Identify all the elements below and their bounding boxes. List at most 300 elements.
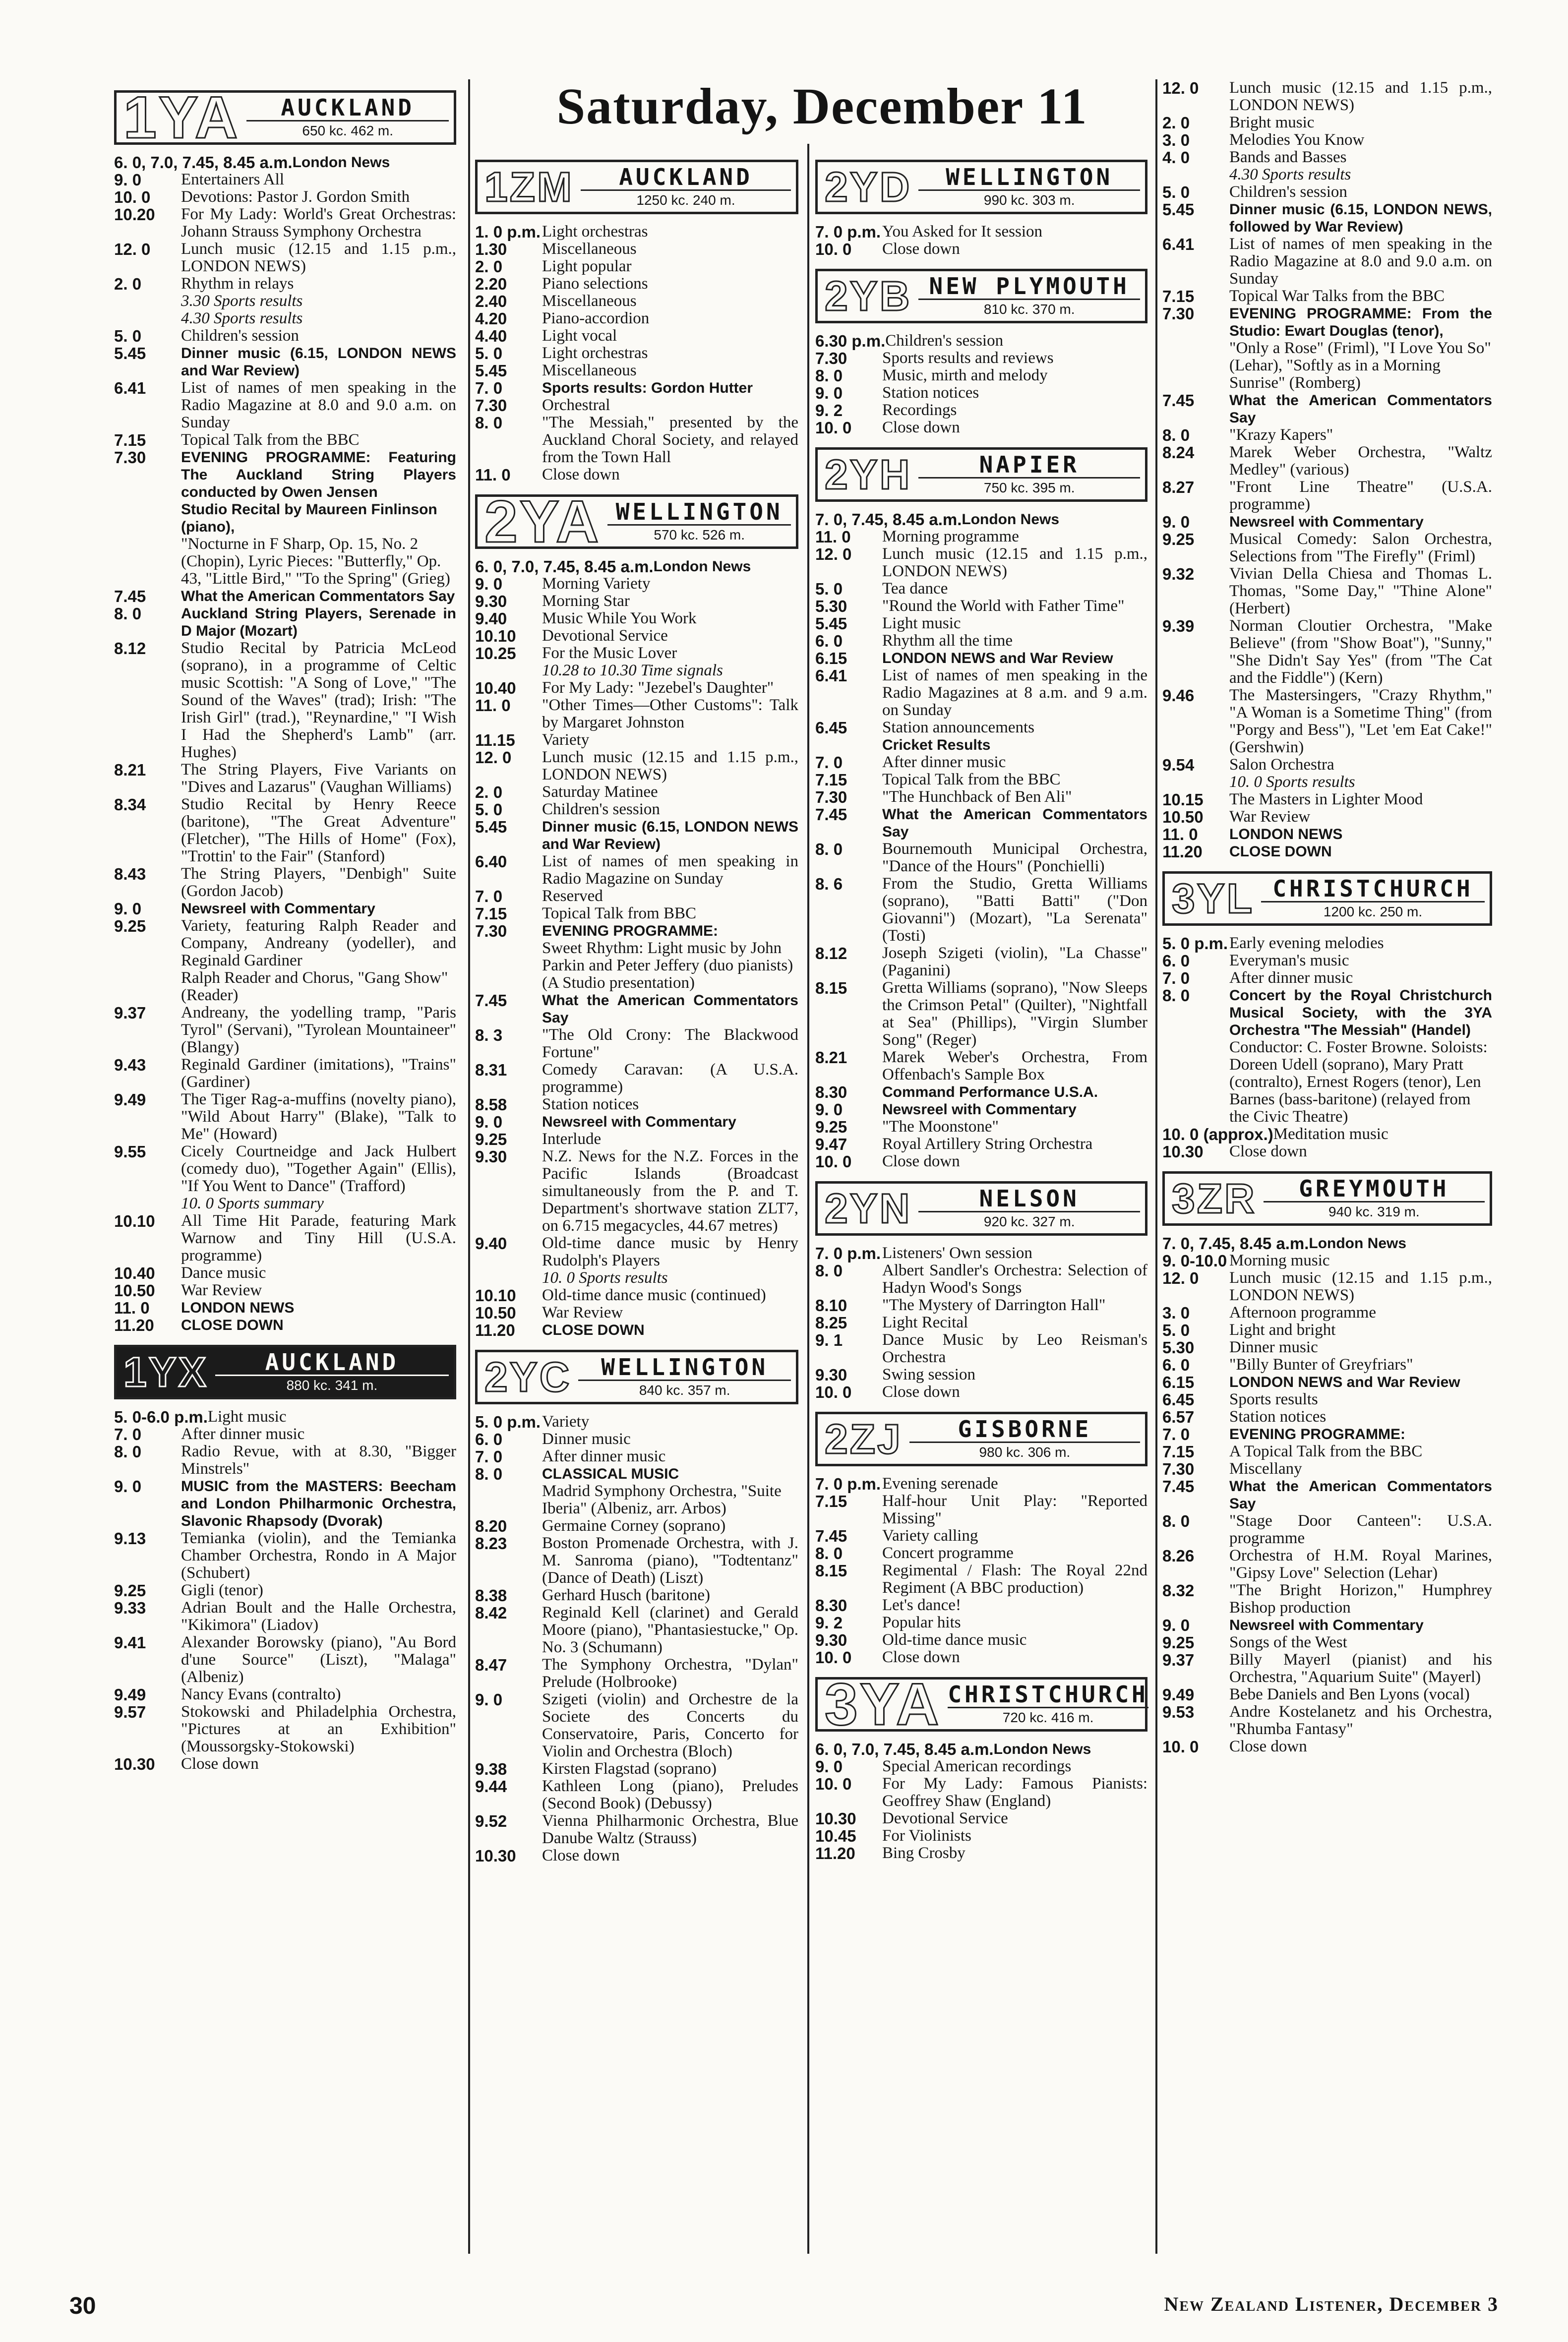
programme-note: 10. 0 Sports results <box>542 1269 668 1287</box>
programme-time: 6. 0 <box>815 632 843 650</box>
programme-item <box>475 275 798 293</box>
programme-title: Orchestral <box>542 396 610 414</box>
programme-title: Concert by the Royal Christchurch Musical Society, with the 3YA Orchestra "The Messiah" (Handel) <box>1229 987 1492 1038</box>
programme-title: The Mastersingers, "Crazy Rhythm," "A Woman is a Sometime Thing" (from "Porgy and Bess"), "Let 'em Eat Cake!" (Gershwin) <box>1229 686 1492 756</box>
programme-time: 9.37 <box>1162 1651 1195 1669</box>
programme-title: The Tiger Rag-a-muffins (novelty piano), "Wild About Harry" (Blake), "Talk to Me" (Howard) <box>181 1090 456 1143</box>
programme-item <box>1162 1391 1492 1408</box>
programme-item <box>114 240 456 275</box>
programme-item <box>475 1287 798 1304</box>
programme-time: 12. 0 <box>475 748 512 767</box>
station-section <box>815 1181 1147 1401</box>
station-callsign: 2YA <box>484 488 601 555</box>
programme-time: 9. 0 <box>475 1113 503 1131</box>
programme-item <box>815 545 1147 580</box>
programme-time: 12. 0 <box>1162 1269 1199 1287</box>
programme-time: 10. 0 <box>815 1775 852 1793</box>
programme-time: 12. 0 <box>815 545 852 563</box>
programme-item <box>114 154 456 171</box>
programme-title: Sports results <box>1229 1390 1318 1408</box>
programme-title: For My Lady: World's Great Orchestras: Johann Strauss Symphony Orchestra <box>181 205 456 240</box>
programme-time: 7. 0 p.m. <box>815 1475 881 1493</box>
programme-item <box>1162 149 1492 166</box>
programme-time: 9. 0-10.0 <box>1162 1252 1227 1270</box>
programme-time: 5. 0 <box>1162 183 1190 201</box>
programme-time: 11.15 <box>475 731 515 749</box>
programme-title: Close down <box>882 240 960 258</box>
programme-title: For the Music Lover <box>542 644 677 662</box>
programme-time: 5.45 <box>114 344 146 362</box>
programme-title: Light vocal <box>542 327 617 345</box>
programme-note: 10. 0 Sports results <box>1229 773 1355 791</box>
programme-title: Morning music <box>1229 1252 1330 1269</box>
programme-item <box>114 640 456 761</box>
programme-item <box>475 240 798 258</box>
programme-item <box>815 667 1147 719</box>
programme-title: Close down <box>181 1755 259 1773</box>
station-callsign: 3ZR <box>1172 1175 1257 1222</box>
programme-item <box>475 1465 798 1483</box>
programme-item <box>815 1331 1147 1366</box>
programme-item <box>815 384 1147 402</box>
programme-title: Evening serenade <box>882 1475 998 1493</box>
programme-item <box>475 1448 798 1465</box>
station-section <box>1162 871 1492 1160</box>
programme-time: 8. 0 <box>475 414 503 432</box>
programme-title: Music While You Work <box>542 609 697 627</box>
station-header <box>475 1350 798 1404</box>
programme-time: 10. 0 (approx.) <box>1162 1125 1273 1143</box>
programme-item <box>1162 1443 1492 1460</box>
programme-item <box>114 1443 456 1478</box>
programme-item <box>475 992 798 1026</box>
station-header <box>114 1345 456 1399</box>
station-frequency: 570 kc. 526 m. <box>654 527 745 542</box>
programme-item <box>815 754 1147 771</box>
programme-item <box>1162 617 1492 687</box>
programme-time: 9.44 <box>475 1777 507 1796</box>
programme-item <box>475 1304 798 1321</box>
programme-title: Comedy Caravan: (A U.S.A. programme) <box>542 1061 798 1096</box>
programme-title: Temianka (violin), and the Temianka Chamber Orchestra, Rondo in A Major (Schubert) <box>181 1529 456 1582</box>
programme-time: 11. 0 <box>1162 825 1198 843</box>
programme-item <box>815 1597 1147 1614</box>
programme-title: Miscellaneous <box>542 292 637 310</box>
programme-title: Sports results and reviews <box>882 349 1054 367</box>
programme-title: Salon Orchestra <box>1229 756 1334 774</box>
programme-time: 8.31 <box>475 1061 507 1079</box>
programme-title: Let's dance! <box>882 1596 961 1614</box>
programme-title: The Symphony Orchestra, "Dylan" Prelude (Holbrooke) <box>542 1656 798 1691</box>
programme-time: 9.33 <box>114 1599 146 1617</box>
programme-title: Newsreel with Commentary <box>882 1101 1077 1118</box>
programme-time: 12. 0 <box>1162 79 1199 97</box>
programme-time: 7. 0 <box>475 887 503 905</box>
programme-item <box>475 1413 798 1431</box>
programme-item <box>815 332 1147 350</box>
programme-item <box>114 188 456 206</box>
programme-item <box>1162 1738 1492 1755</box>
station-header <box>114 84 456 151</box>
programme-title: Morning Variety <box>542 575 651 593</box>
programme-time: 7.15 <box>1162 1442 1195 1461</box>
programme-time: 2. 0 <box>114 275 142 293</box>
programme-item <box>475 293 798 310</box>
programme-note: Madrid Symphony Orchestra, "Suite Iberia" (Albeniz, arr. Arbos) <box>542 1482 782 1517</box>
programme-title: Saturday Matinee <box>542 783 658 801</box>
programme-title: Songs of the West <box>1229 1633 1347 1651</box>
programme-title: Topical War Talks from the BBC <box>1229 287 1445 305</box>
programme-title: Morning programme <box>882 528 1019 545</box>
programme-title: List of names of men speaking in the Radio Magazine at 8.0 and 9.0 a.m. on Sunday <box>181 379 456 431</box>
programme-title: Devotions: Pastor J. Gordon Smith <box>181 188 410 206</box>
programme-title: The String Players, Five Variants on "Dives and Lazarus" (Vaughan Williams) <box>181 761 456 796</box>
station-city: WELLINGTON <box>607 499 791 526</box>
programme-title: "The Old Crony: The Blackwood Fortune" <box>542 1026 798 1061</box>
station-frequency: 920 kc. 327 m. <box>983 1213 1075 1229</box>
programme-item <box>114 1634 456 1686</box>
programme-time: 3. 0 <box>1162 1304 1190 1322</box>
programme-title: Light and bright <box>1229 1321 1336 1339</box>
programme-time: 5.45 <box>475 818 507 836</box>
programme-item <box>475 362 798 379</box>
column-2 <box>475 149 798 1864</box>
programme-time: 9.13 <box>114 1529 146 1548</box>
programme-item <box>114 171 456 188</box>
programme-item <box>1162 826 1492 843</box>
programme-title: Cicely Courtneidge and Jack Hulbert (comedy duo), "Together Again" (Ellis), "If You Went to Dance" (Trafford) <box>181 1142 456 1195</box>
programme-time: 7.30 <box>475 922 507 940</box>
programme-item <box>475 749 798 783</box>
programme-item <box>815 598 1147 615</box>
programme-title: CLOSE DOWN <box>1229 843 1332 860</box>
station-city: GREYMOUTH <box>1264 1176 1485 1202</box>
programme-item <box>114 917 456 969</box>
programme-time: 9. 0 <box>815 1100 843 1119</box>
programme-time: 9.54 <box>1162 756 1195 774</box>
programme-item <box>475 1656 798 1691</box>
programme-title: Alexander Borowsky (piano), "Au Bord d'une Source" (Liszt), "Malaga" (Albeniz) <box>181 1633 456 1686</box>
programme-item <box>815 1631 1147 1649</box>
station-info <box>1261 874 1490 923</box>
programme-time: 7.45 <box>475 991 507 1010</box>
programme-title: Station notices <box>882 384 979 402</box>
programme-item <box>114 449 456 501</box>
programme-title: You Asked for It session <box>882 223 1043 240</box>
programme-time: 7.45 <box>1162 391 1195 410</box>
programme-time: 10.10 <box>114 1212 155 1230</box>
programme-note: 4.30 Sports results <box>1229 166 1351 183</box>
programme-time: 8. 0 <box>1162 426 1190 444</box>
programme-time: 2. 0 <box>1162 114 1190 132</box>
programme-note: "Nocturne in F Sharp, Op. 15, No. 2 (Chopin), Lyric Pieces: "Butterfly," Op. 43, "Little Bird," "To the Spring" (Grieg) <box>181 535 450 588</box>
station-section <box>815 1671 1148 1862</box>
programme-item <box>815 1614 1147 1631</box>
programme-title: Andre Kostelanetz and his Orchestra, "Rhumba Fantasy" <box>1229 1703 1492 1738</box>
programme-title: Lunch music (12.15 and 1.15 p.m., LONDON NEWS) <box>882 545 1147 580</box>
programme-time: 10. 0 <box>815 419 852 437</box>
programme-title: Newsreel with Commentary <box>1229 1617 1424 1633</box>
programme-time: 10.20 <box>114 205 155 224</box>
programme-time: 8. 0 <box>475 1465 503 1483</box>
programme-title: London News <box>962 511 1060 528</box>
programme-title: "Billy Bunter of Greyfriars" <box>1229 1356 1413 1374</box>
station-frequency: 650 kc. 462 m. <box>302 122 394 138</box>
programme-item <box>815 771 1147 788</box>
station-callsign: 2YC <box>484 1354 572 1400</box>
programme-item <box>475 1604 798 1656</box>
programme-item <box>475 310 798 327</box>
programme-time: 7.30 <box>815 788 847 806</box>
programme-title: Vivian Della Chiesa and Thomas L. Thomas, "Some Day," "Thine Alone" (Herbert) <box>1229 565 1492 617</box>
programme-title: A Topical Talk from the BBC <box>1229 1442 1423 1460</box>
programme-title: Regimental / Flash: The Royal 22nd Regiment (A BBC production) <box>882 1561 1147 1597</box>
programme-time: 7.45 <box>815 1527 847 1545</box>
programme-item <box>114 431 456 449</box>
programme-item <box>815 841 1147 875</box>
programme-item <box>1162 565 1492 617</box>
programme-time: 9. 1 <box>815 1331 843 1349</box>
programme-item <box>114 1478 456 1530</box>
programme-item <box>114 327 456 345</box>
programme-time: 6.41 <box>1162 235 1195 253</box>
programme-item <box>114 1317 456 1334</box>
programme-time: 10. 0 <box>815 1383 852 1401</box>
programme-item <box>1162 1617 1492 1634</box>
programme-item <box>1162 1321 1492 1339</box>
programme-item <box>1162 843 1492 860</box>
programme-time: 5. 0 p.m. <box>475 1413 541 1431</box>
programme-title: Newsreel with Commentary <box>542 1114 736 1130</box>
programme-time: 9.40 <box>475 1234 507 1253</box>
programme-item <box>815 1775 1147 1810</box>
programme-title: Close down <box>882 1648 960 1666</box>
programme-item <box>475 627 798 645</box>
programme-title: London News <box>1309 1235 1407 1252</box>
station-section <box>815 1412 1147 1666</box>
programme-item <box>1162 392 1492 426</box>
station-info <box>918 162 1145 212</box>
programme-time: 9.57 <box>114 1703 146 1721</box>
programme-time: 9.38 <box>475 1760 507 1778</box>
programme-time: 6. 0 <box>475 1430 503 1448</box>
programme-time: 7.15 <box>815 771 847 789</box>
programme-time: 5. 0 <box>114 327 142 345</box>
programme-time: 2. 0 <box>475 257 503 276</box>
programme-title: Miscellany <box>1229 1460 1302 1478</box>
programme-title: Station notices <box>1229 1408 1327 1426</box>
programme-time: 6.45 <box>1162 1390 1195 1409</box>
programme-title: CLOSE DOWN <box>542 1322 645 1338</box>
programme-item <box>114 1755 456 1773</box>
programme-title: Miscellaneous <box>542 361 637 379</box>
programme-time: 9.25 <box>114 1581 146 1600</box>
station-info <box>909 1414 1145 1464</box>
programme-title: "The Mystery of Darrington Hall" <box>882 1296 1106 1314</box>
station-frequency: 810 kc. 370 m. <box>983 301 1075 317</box>
programme-title: Close down <box>1229 1142 1307 1160</box>
station-city: CHRISTCHURCH <box>948 1681 1148 1708</box>
programme-item <box>1162 201 1492 236</box>
programme-title: For My Lady: "Jezebel's Daughter" <box>542 679 774 697</box>
programme-title: Concert programme <box>882 1544 1014 1562</box>
programme-time: 10. 0 <box>815 1152 852 1171</box>
programme-title: LONDON NEWS <box>1229 826 1343 842</box>
programme-time: 7.30 <box>1162 1460 1195 1478</box>
programme-item <box>1162 183 1492 201</box>
programme-time: 7.15 <box>1162 287 1195 305</box>
programme-item <box>1162 1547 1492 1582</box>
programme-item <box>1162 236 1492 288</box>
programme-title: After dinner music <box>1229 969 1353 987</box>
programme-item <box>815 1118 1147 1136</box>
programme-item <box>475 558 798 575</box>
programme-time: 7.30 <box>475 396 507 415</box>
programme-item <box>815 580 1147 598</box>
programme-item <box>1162 1582 1492 1617</box>
programme-item <box>1162 1252 1492 1269</box>
programme-time: 9.30 <box>475 1147 507 1166</box>
programme-time: 10. 0 <box>114 188 151 206</box>
programme-item <box>1162 969 1492 987</box>
programme-title: Lunch music (12.15 and 1.15 p.m., LONDON NEWS) <box>1229 1269 1492 1304</box>
programme-item <box>1162 305 1492 340</box>
programme-time: 5.30 <box>815 597 847 615</box>
programme-time: 9.55 <box>114 1142 146 1161</box>
programme-title: EVENING PROGRAMME: <box>542 923 719 939</box>
programme-title: Piano selections <box>542 275 648 293</box>
programme-time: 6.15 <box>1162 1373 1195 1391</box>
programme-item <box>815 367 1147 384</box>
programme-item <box>815 1758 1147 1775</box>
programme-time: 9.49 <box>114 1090 146 1109</box>
programme-title: Lunch music (12.15 and 1.15 p.m., LONDON NEWS) <box>1229 79 1492 114</box>
programme-time: 7.15 <box>815 1492 847 1510</box>
programme-item <box>114 1530 456 1582</box>
programme-item <box>1162 1426 1492 1443</box>
programme-title: Gigli (tenor) <box>181 1581 263 1599</box>
programme-item <box>815 806 1147 841</box>
programme-item <box>815 1297 1147 1314</box>
programme-time: 10.30 <box>114 1755 155 1773</box>
programme-title: Swing session <box>882 1366 975 1383</box>
programme-title: EVENING PROGRAMME: Featuring The Auckland String Players conducted by Owen Jensen <box>181 449 456 500</box>
programme-time: 11. 0 <box>475 466 511 484</box>
programme-title: Dinner music (6.15, LONDON NEWS and War Review) <box>181 345 456 379</box>
programme-time: 10. 0 <box>815 1648 852 1667</box>
programme-item <box>1162 1356 1492 1374</box>
programme-item <box>114 379 456 431</box>
programme-item <box>815 1527 1147 1545</box>
programme-item <box>475 223 798 240</box>
station-section <box>815 160 1147 258</box>
programme-item <box>1162 479 1492 513</box>
programme-title: Variety <box>542 731 590 749</box>
programme-time: 8.15 <box>815 979 847 997</box>
programme-time: 6. 0, 7.0, 7.45, 8.45 a.m. <box>475 557 654 576</box>
programme-time: 8. 0 <box>114 604 142 623</box>
programme-title: LONDON NEWS and War Review <box>1229 1374 1460 1390</box>
programme-title: What the American Commentators Say <box>882 806 1147 840</box>
programme-item <box>114 1091 456 1143</box>
programme-time: 8. 0 <box>1162 1512 1190 1530</box>
programme-title: Royal Artillery String Orchestra <box>882 1135 1093 1153</box>
programme-item <box>1162 791 1492 808</box>
programme-time: 4. 0 <box>1162 148 1190 167</box>
programme-item <box>475 1148 798 1235</box>
programme-title: Light music <box>207 1408 287 1426</box>
station-frequency: 880 kc. 341 m. <box>286 1377 378 1393</box>
programme-time: 9.39 <box>1162 617 1195 635</box>
programme-item <box>475 731 798 749</box>
programme-time: 8.23 <box>475 1534 507 1553</box>
station-header <box>815 160 1147 214</box>
programme-time: 11.20 <box>1162 842 1203 861</box>
programme-time: 8.30 <box>815 1083 847 1101</box>
programme-item <box>114 1703 456 1755</box>
programme-item <box>815 1049 1147 1083</box>
programme-title: Gerhard Husch (baritone) <box>542 1586 711 1604</box>
programme-item <box>475 466 798 483</box>
programme-item <box>475 697 798 731</box>
programme-item <box>1162 1143 1492 1160</box>
programme-time: 9.30 <box>815 1366 847 1384</box>
programme-title: MUSIC from the MASTERS: Beecham and London Philharmonic Orchestra, Slavonic Rhapsody (Dvorak) <box>181 1478 456 1529</box>
programme-item <box>815 1153 1147 1170</box>
programme-item <box>815 945 1147 979</box>
programme-time: 9.25 <box>1162 530 1195 548</box>
programme-item <box>475 345 798 362</box>
station-header <box>815 1181 1147 1236</box>
programme-item <box>1162 1235 1492 1252</box>
programme-time: 1. 0 p.m. <box>475 223 541 241</box>
programme-item <box>475 1812 798 1847</box>
programme-item <box>475 905 798 922</box>
programme-title: Close down <box>542 1847 620 1864</box>
programme-item <box>1162 1374 1492 1391</box>
programme-time: 9.46 <box>1162 686 1195 705</box>
programme-item <box>1162 288 1492 305</box>
programme-time: 8.47 <box>475 1656 507 1674</box>
programme-title: Variety calling <box>882 1527 978 1545</box>
programme-item <box>475 1517 798 1535</box>
programme-title: Piano-accordion <box>542 309 650 327</box>
programme-title: Bands and Basses <box>1229 148 1347 166</box>
programme-time: 9.43 <box>114 1056 146 1074</box>
programme-title: London News <box>292 154 390 171</box>
programme-time: 7. 0 <box>1162 969 1190 987</box>
programme-time: 9. 0 <box>114 900 142 918</box>
programme-item <box>815 1545 1147 1562</box>
programme-item <box>114 1212 456 1264</box>
programme-title: Morning Star <box>542 592 630 610</box>
programme-title: CLOSE DOWN <box>181 1317 284 1333</box>
station-callsign: 1YX <box>123 1349 208 1395</box>
programme-time: 7.30 <box>1162 304 1195 323</box>
station-header <box>815 1412 1147 1466</box>
programme-title: List of names of men speaking in Radio Magazine on Sunday <box>542 852 798 888</box>
programme-time: 4.20 <box>475 309 507 328</box>
programme-time: 10.10 <box>475 1286 516 1305</box>
station-callsign: 1ZM <box>484 164 574 210</box>
station-city: WELLINGTON <box>578 1355 791 1381</box>
programme-title: Bournemouth Municipal Orchestra, "Dance of the Hours" (Ponchielli) <box>882 840 1147 875</box>
station-city: GISBORNE <box>909 1417 1140 1443</box>
programme-time: 11.20 <box>114 1316 154 1334</box>
station-callsign: 2YB <box>825 273 912 319</box>
station-callsign: 2ZJ <box>825 1416 903 1462</box>
station-callsign: 2YN <box>825 1185 912 1232</box>
